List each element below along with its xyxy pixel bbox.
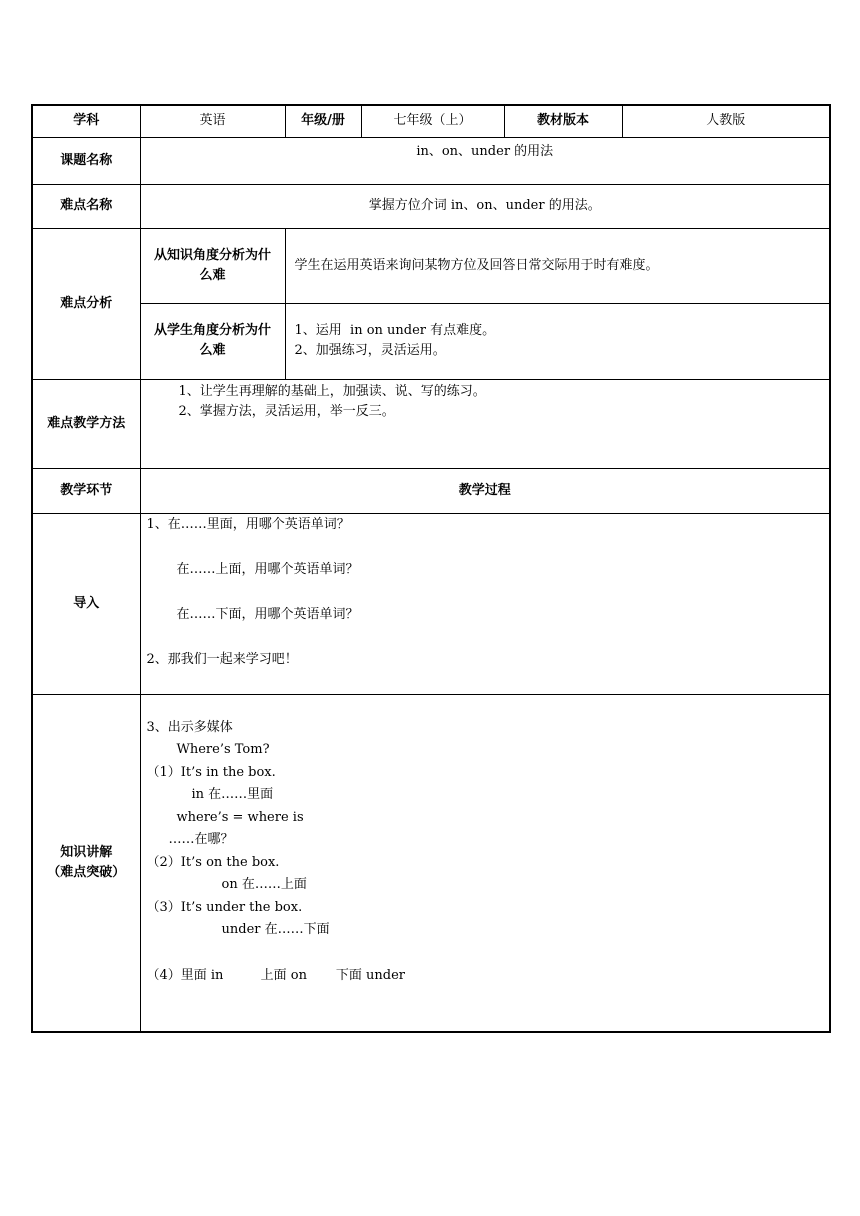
knowledge-angle-label: 从知识角度分析为什么难 <box>140 228 285 303</box>
subject-label: 学科 <box>32 105 140 137</box>
student-angle-line: 1、运用 in on under 有点难度。 <box>294 323 496 338</box>
knowledge-angle-value: 学生在运用英语来询问某物方位及回答日常交际用于时有难度。 <box>285 228 830 303</box>
explain-line: under 在……下面 <box>221 922 330 937</box>
explain-line: on 在……上面 <box>221 877 307 892</box>
grade-value: 七年级（上） <box>361 105 504 137</box>
student-angle-label: 从学生角度分析为什么难 <box>140 303 285 379</box>
topic-label: 课题名称 <box>32 137 140 184</box>
intro-line: 2、那我们一起来学习吧！ <box>146 651 298 667</box>
method-label: 难点教学方法 <box>32 379 140 468</box>
lesson-plan-table <box>31 104 831 1033</box>
explain-line: in 在……里面 <box>191 787 274 802</box>
explain-line: （1）It’s in the box. <box>146 764 276 780</box>
intro-label: 导入 <box>32 513 140 694</box>
analysis-knowledge-row <box>32 228 830 303</box>
grade-label: 年级/册 <box>285 105 361 137</box>
difficulty-value: 掌握方位介词 in、on、under 的用法。 <box>140 184 830 228</box>
intro-content <box>140 513 830 694</box>
intro-row <box>32 513 830 694</box>
topic-row <box>32 137 830 184</box>
explain-label-line: （难点突破） <box>47 864 126 880</box>
topic-value: in、on、under 的用法 <box>140 137 830 184</box>
explain-label-line: 知识讲解 <box>60 844 113 860</box>
analysis-student-row <box>32 303 830 379</box>
student-angle-line: 2、加强练习，灵活运用。 <box>294 343 446 358</box>
method-line: 1、让学生再理解的基础上，加强读、说、写的练习。 <box>178 383 486 399</box>
explain-line: Where’s Tom? <box>176 742 270 757</box>
edition-label: 教材版本 <box>504 105 622 137</box>
method-row <box>32 379 830 468</box>
intro-line: 在……下面，用哪个英语单词？ <box>176 606 359 622</box>
method-value <box>140 379 830 468</box>
subject-value: 英语 <box>140 105 285 137</box>
explain-line: （3）It’s under the box. <box>146 899 303 915</box>
difficulty-label: 难点名称 <box>32 184 140 228</box>
process-label: 教学过程 <box>140 468 830 513</box>
explain-line: 3、出示多媒体 <box>146 719 233 735</box>
intro-line: 在……上面，用哪个英语单词？ <box>176 561 359 577</box>
stage-label: 教学环节 <box>32 468 140 513</box>
explain-label <box>32 694 140 1032</box>
edition-value: 人教版 <box>622 105 830 137</box>
explain-line: （2）It’s on the box. <box>146 854 280 870</box>
header-row <box>32 105 830 137</box>
difficulty-row <box>32 184 830 228</box>
explain-line: （4）里面 in 上面 on 下面 under <box>146 967 405 983</box>
method-line: 2、掌握方法，灵活运用，举一反三。 <box>178 403 395 419</box>
explain-line: ……在哪？ <box>168 832 234 847</box>
explain-line: where’s = where is <box>176 809 304 825</box>
process-header-row <box>32 468 830 513</box>
explain-content <box>140 694 830 1032</box>
explain-row <box>32 694 830 1032</box>
analysis-label: 难点分析 <box>32 228 140 379</box>
intro-line: 1、在……里面，用哪个英语单词？ <box>146 516 350 532</box>
student-angle-value <box>285 303 830 379</box>
